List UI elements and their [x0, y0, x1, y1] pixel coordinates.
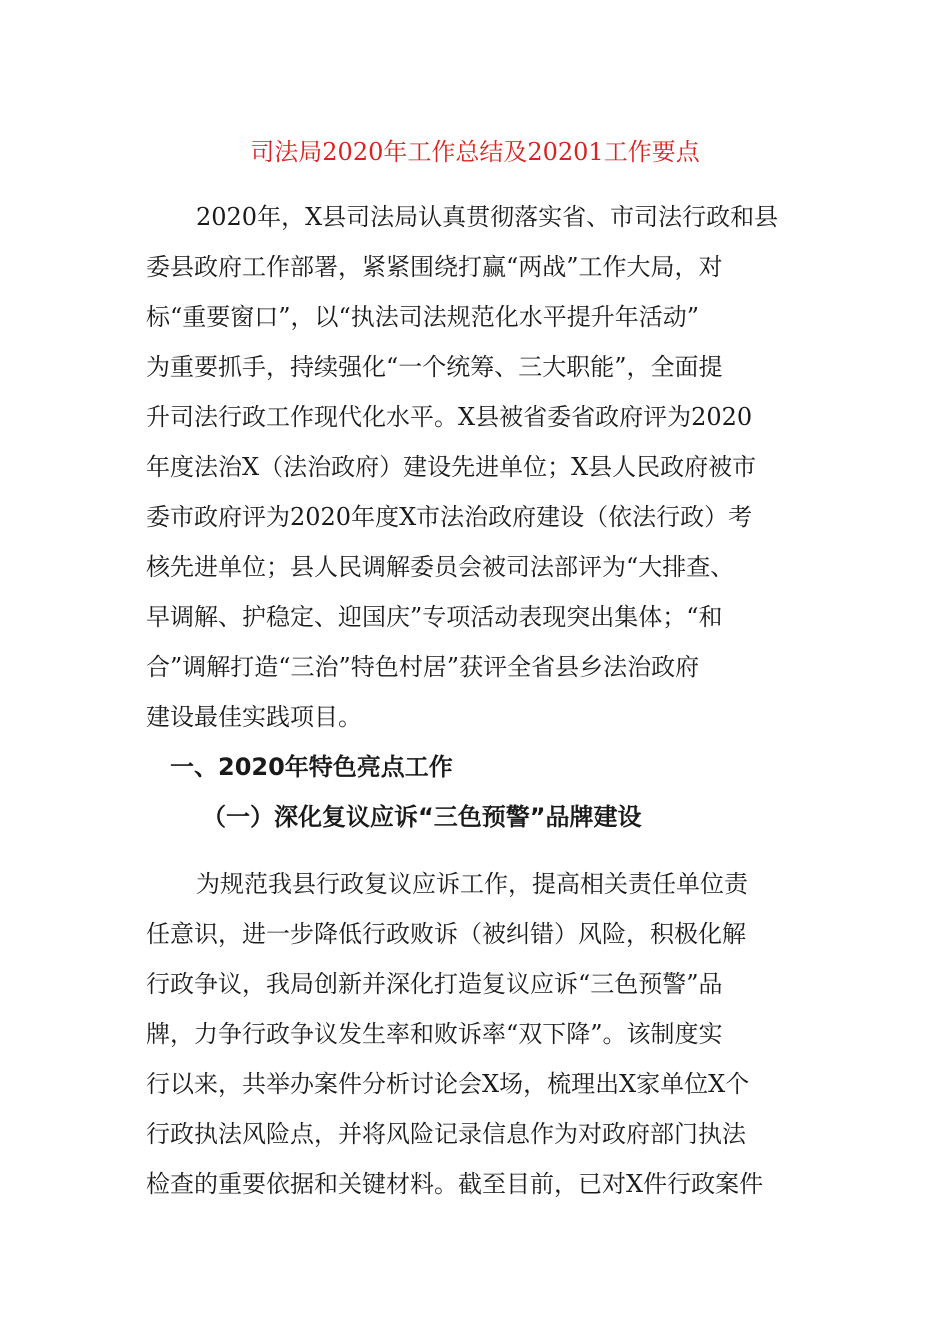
intro-line: 委市政府评为2020年度X市法治政府建设（依法行政）考 [146, 503, 753, 531]
intro-line: 标“重要窗口”，以“执法司法规范化水平提升年活动” [146, 303, 700, 331]
section-heading: 一、2020年特色亮点工作 [170, 753, 453, 781]
intro-line: 合”调解打造“三治”特色村居”获评全省县乡法治政府 [146, 653, 700, 681]
intro-line: 委县政府工作部署，紧紧围绕打赢“两战”工作大局，对 [146, 253, 723, 281]
body-line: 为规范我县行政复议应诉工作，提高相关责任单位责 [196, 870, 748, 898]
body-line: 检查的重要依据和关键材料。截至目前，已对X件行政案件 [146, 1170, 764, 1198]
body-line: 行以来，共举办案件分析讨论会X场，梳理出X家单位X个 [146, 1070, 750, 1098]
body-line: 任意识，进一步降低行政败诉（被纠错）风险，积极化解 [146, 920, 746, 948]
intro-line: 早调解、护稳定、迎国庆”专项活动表现突出集体；“和 [146, 603, 723, 631]
document-title: 司法局2020年工作总结及20201工作要点 [250, 138, 700, 166]
body-line: 行政争议，我局创新并深化打造复议应诉“三色预警”品 [146, 970, 723, 998]
intro-line: 核先进单位；县人民调解委员会被司法部评为“大排查、 [146, 553, 735, 581]
intro-line: 年度法治X（法治政府）建设先进单位；X县人民政府被市 [146, 453, 757, 481]
intro-line: 2020年，X县司法局认真贯彻落实省、市司法行政和县 [196, 203, 779, 231]
intro-line: 为重要抓手，持续强化“一个统筹、三大职能”，全面提 [146, 353, 723, 381]
intro-line: 升司法行政工作现代化水平。X县被省委省政府评为2020 [146, 403, 753, 431]
subsection-heading: （一）深化复议应诉“三色预警”品牌建设 [202, 803, 642, 831]
body-line: 行政执法风险点，并将风险记录信息作为对政府部门执法 [146, 1120, 746, 1148]
intro-line: 建设最佳实践项目。 [146, 703, 362, 731]
body-line: 牌，力争行政争议发生率和败诉率“双下降”。该制度实 [146, 1020, 723, 1048]
